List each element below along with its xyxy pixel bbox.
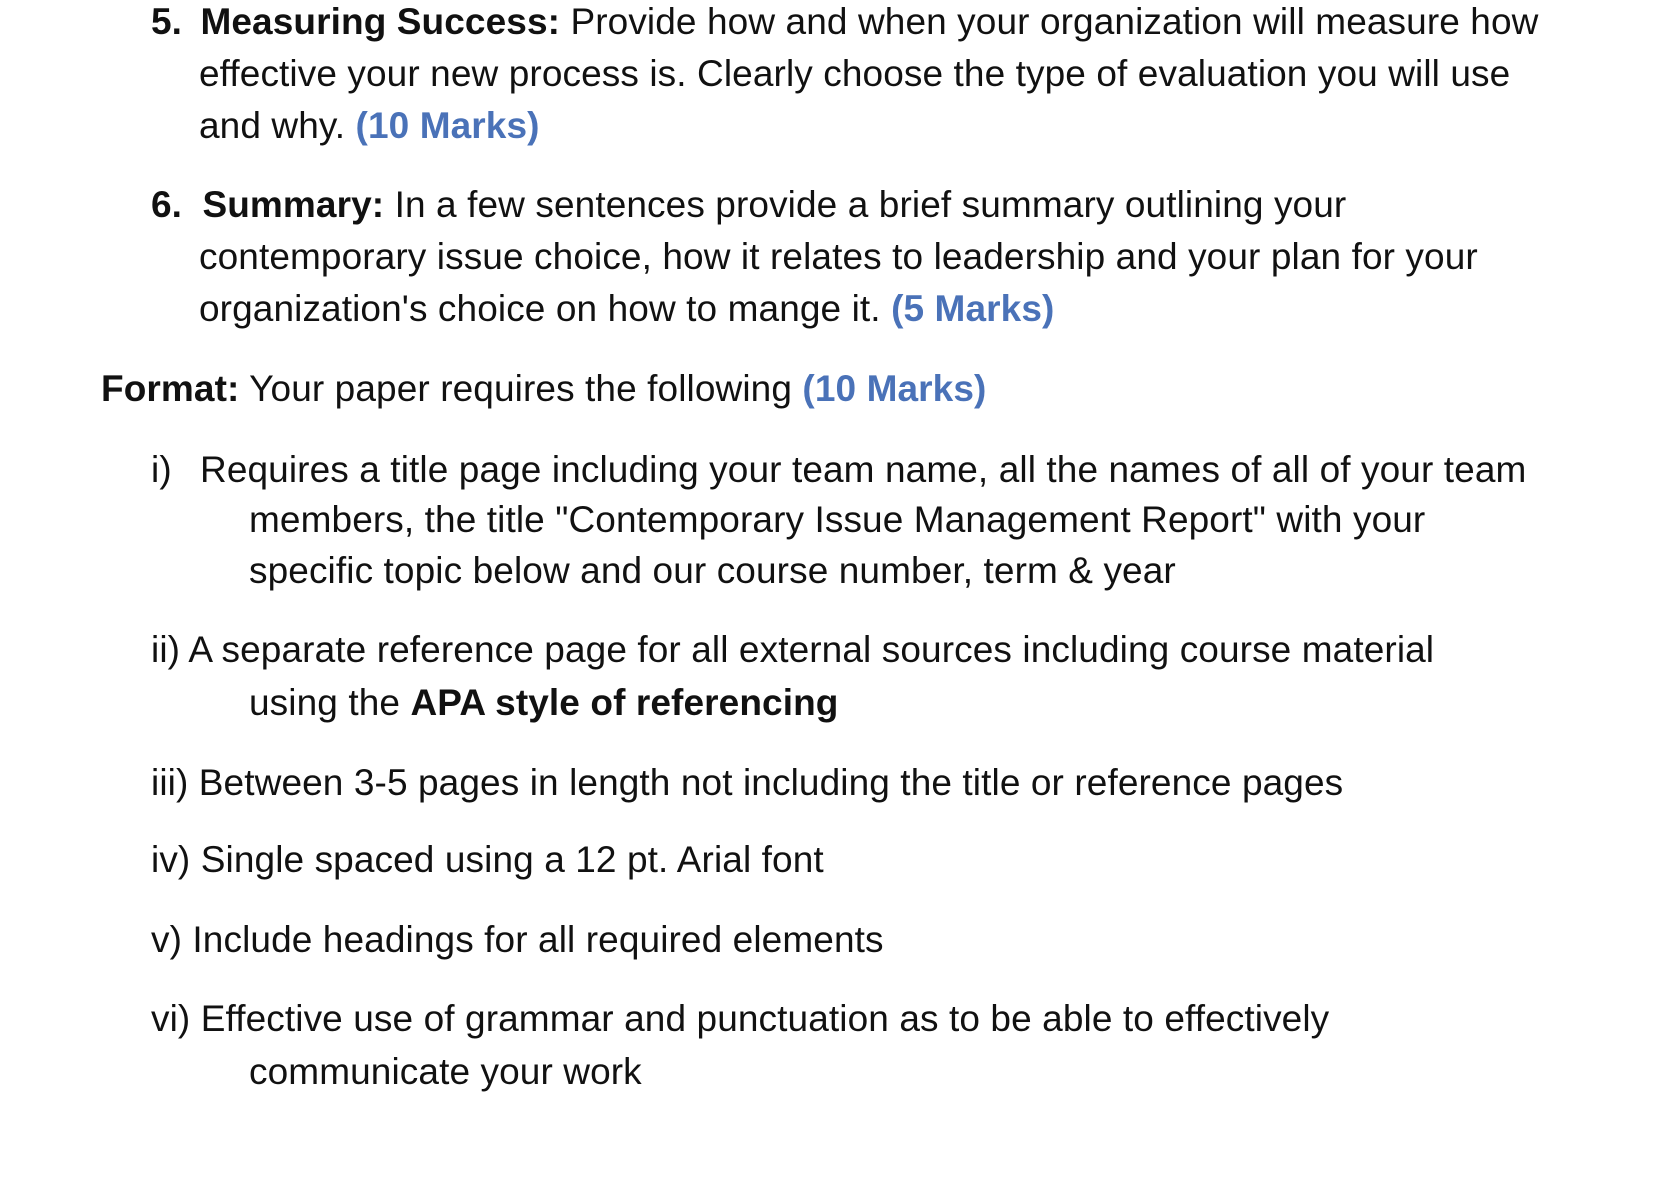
item-5-number: 5. xyxy=(151,1,183,42)
format-item-i-line-3 xyxy=(249,549,1176,593)
format-item-vi-line-2 xyxy=(249,1050,642,1094)
format-text: Your paper requires the following xyxy=(249,368,793,409)
format-item-i-text-1: Requires a title page including your team name, all the names of all of your team xyxy=(200,449,1527,490)
format-item-vi-text-1: Effective use of grammar and punctuation as to be able to effectively xyxy=(200,998,1330,1039)
format-item-i-text-2: members, the title "Contemporary Issue Management Report" with your xyxy=(249,499,1426,540)
format-item-ii-label: ii) xyxy=(151,629,181,670)
item-5-marks: (10 Marks) xyxy=(355,105,540,146)
item-5-text-2: effective your new process is. Clearly choose the type of evaluation you will use xyxy=(199,53,1511,94)
format-item-vi-line-1 xyxy=(151,997,1329,1041)
apa-style-text: APA style of referencing xyxy=(410,682,839,723)
item-5-heading: Measuring Success: xyxy=(200,1,561,42)
format-marks: (10 Marks) xyxy=(802,368,987,409)
item-6-text-3: organization's choice on how to mange it. xyxy=(199,288,881,329)
format-item-v-label: v) xyxy=(151,919,183,960)
item-5-text-1: Provide how and when your organization will measure how xyxy=(570,1,1539,42)
item-6-text-2: contemporary issue choice, how it relates to leadership and your plan for your xyxy=(199,236,1478,277)
item-6-line-2 xyxy=(199,235,1478,279)
format-item-iv-text: Single spaced using a 12 pt. Arial font xyxy=(200,839,824,880)
format-item-i-text-3: specific topic below and our course number, term & year xyxy=(249,550,1176,591)
format-item-i-line-2 xyxy=(249,498,1425,542)
format-item-v-text: Include headings for all required elements xyxy=(192,919,884,960)
format-line xyxy=(101,367,986,411)
item-6-number: 6. xyxy=(151,184,183,225)
item-6-text-1: In a few sentences provide a brief summary outlining your xyxy=(394,184,1347,225)
item-6-line-1 xyxy=(151,183,1346,227)
format-heading: Format: xyxy=(101,368,240,409)
item-6-line-3 xyxy=(199,287,1054,331)
format-item-vi-text-2: communicate your work xyxy=(249,1051,642,1092)
format-item-iv-label: iv) xyxy=(151,839,191,880)
format-item-iii-label: iii) xyxy=(151,762,189,803)
format-item-iii xyxy=(151,761,1343,805)
format-item-ii-text-2: using the xyxy=(249,682,401,723)
format-item-i-line-1 xyxy=(151,448,1526,492)
item-6-heading: Summary: xyxy=(202,184,385,225)
item-5-line-3 xyxy=(199,104,540,148)
format-item-ii-line-2 xyxy=(249,681,838,725)
format-item-ii-text-1: A separate reference page for all external sources including course material xyxy=(188,629,1435,670)
format-item-iii-text: Between 3-5 pages in length not including the title or reference pages xyxy=(198,762,1344,803)
format-item-ii-line-1 xyxy=(151,628,1434,672)
format-item-v xyxy=(151,918,884,962)
format-item-i-label: i) xyxy=(151,449,172,490)
item-5-line-1 xyxy=(151,0,1538,44)
item-5-text-3: and why. xyxy=(199,105,346,146)
format-item-vi-label: vi) xyxy=(151,998,191,1039)
format-item-iv xyxy=(151,838,824,882)
item-5-line-2 xyxy=(199,52,1510,96)
item-6-marks: (5 Marks) xyxy=(891,288,1055,329)
